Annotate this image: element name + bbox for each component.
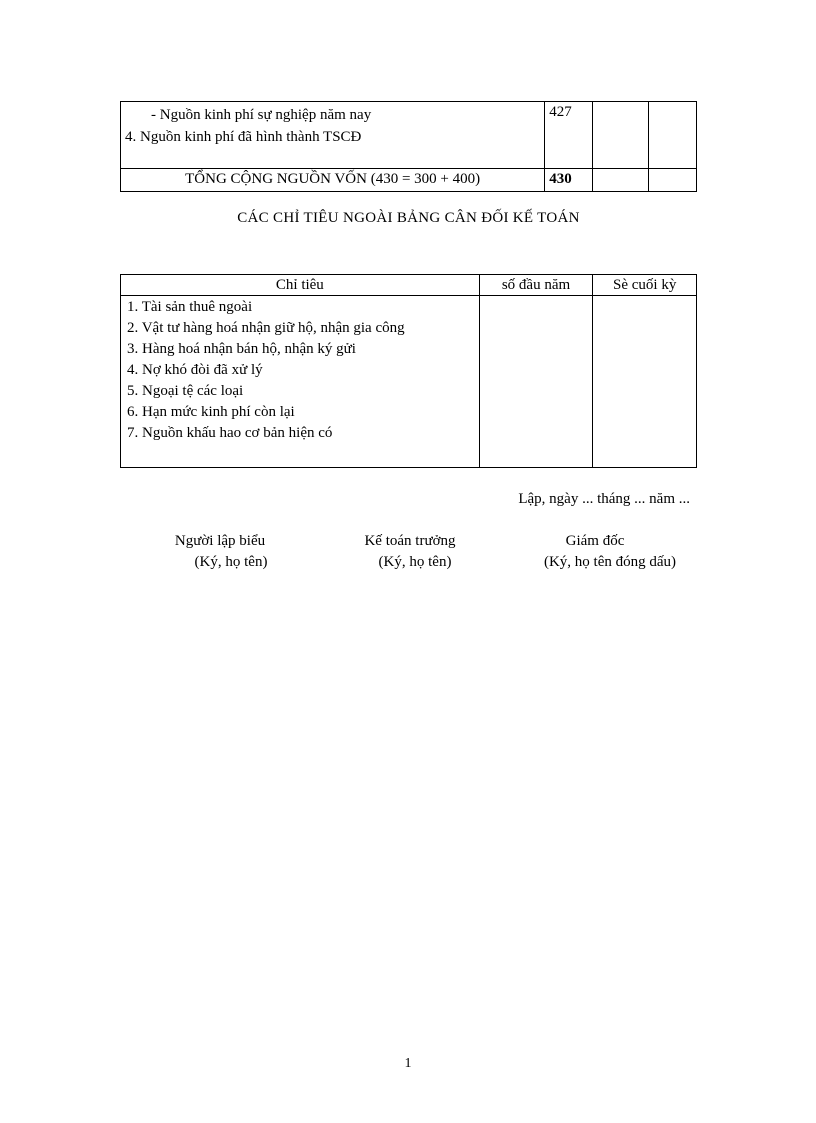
table-row-total <box>121 169 697 192</box>
list-item: 4. Nợ khó đòi đã xử lý <box>127 362 263 378</box>
empty-cell <box>593 296 697 468</box>
section-title: CÁC CHỈ TIÊU NGOÀI BẢNG CÂN ĐỐI KẾ TOÁN <box>237 210 580 226</box>
off-balance-table <box>120 274 697 468</box>
list-item: 6. Hạn mức kinh phí còn lại <box>127 404 295 420</box>
list-item: 2. Vật tư hàng hoá nhận giữ hộ, nhận gia công <box>127 320 405 336</box>
empty-cell <box>593 169 649 192</box>
table-row <box>121 296 697 468</box>
total-code-cell: 430 <box>545 169 593 192</box>
empty-cell <box>649 102 697 169</box>
items-cell <box>121 296 480 468</box>
total-label-cell: TỔNG CỘNG NGUỒN VỐN (430 = 300 + 400) <box>121 169 545 192</box>
signature-note: (Ký, họ tên đóng dấu) <box>543 554 677 570</box>
empty-cell <box>593 102 649 169</box>
signature-note: (Ký, họ tên) <box>378 554 452 570</box>
row-label-line: 4. Nguồn kinh phí đã hình thành TSCĐ <box>125 129 362 145</box>
column-header: số đầu năm <box>479 275 593 296</box>
signature-preparer <box>150 531 300 573</box>
list-item: 1. Tài sản thuê ngoài <box>127 299 253 315</box>
column-header: Chỉ tiêu <box>121 275 480 296</box>
row-label-cell <box>121 102 545 169</box>
row-label-line: - Nguồn kinh phí sự nghiệp năm nay <box>151 107 372 123</box>
date-line: Lập, ngày ... tháng ... năm ... <box>518 491 690 507</box>
signature-chief-accountant <box>340 531 490 573</box>
table-row <box>121 102 697 169</box>
list-item: 5. Ngoại tệ các loại <box>127 383 244 399</box>
column-header: Sè cuối kỳ <box>593 275 697 296</box>
signature-director <box>520 531 700 573</box>
list-item: 3. Hàng hoá nhận bán hộ, nhận ký gửi <box>127 341 356 357</box>
signature-title: Người lập biểu <box>174 533 266 549</box>
signature-title: Giám đốc <box>565 533 625 549</box>
code-cell: 427 <box>545 102 593 169</box>
table-header-row <box>121 275 697 296</box>
balance-sheet-fragment-table <box>120 101 697 192</box>
empty-cell <box>649 169 697 192</box>
signature-note: (Ký, họ tên) <box>194 554 268 570</box>
signature-title: Kế toán trưởng <box>364 533 456 549</box>
page-number: 1 <box>404 1056 412 1071</box>
list-item: 7. Nguồn khấu hao cơ bản hiện có <box>127 425 333 441</box>
empty-cell <box>479 296 593 468</box>
